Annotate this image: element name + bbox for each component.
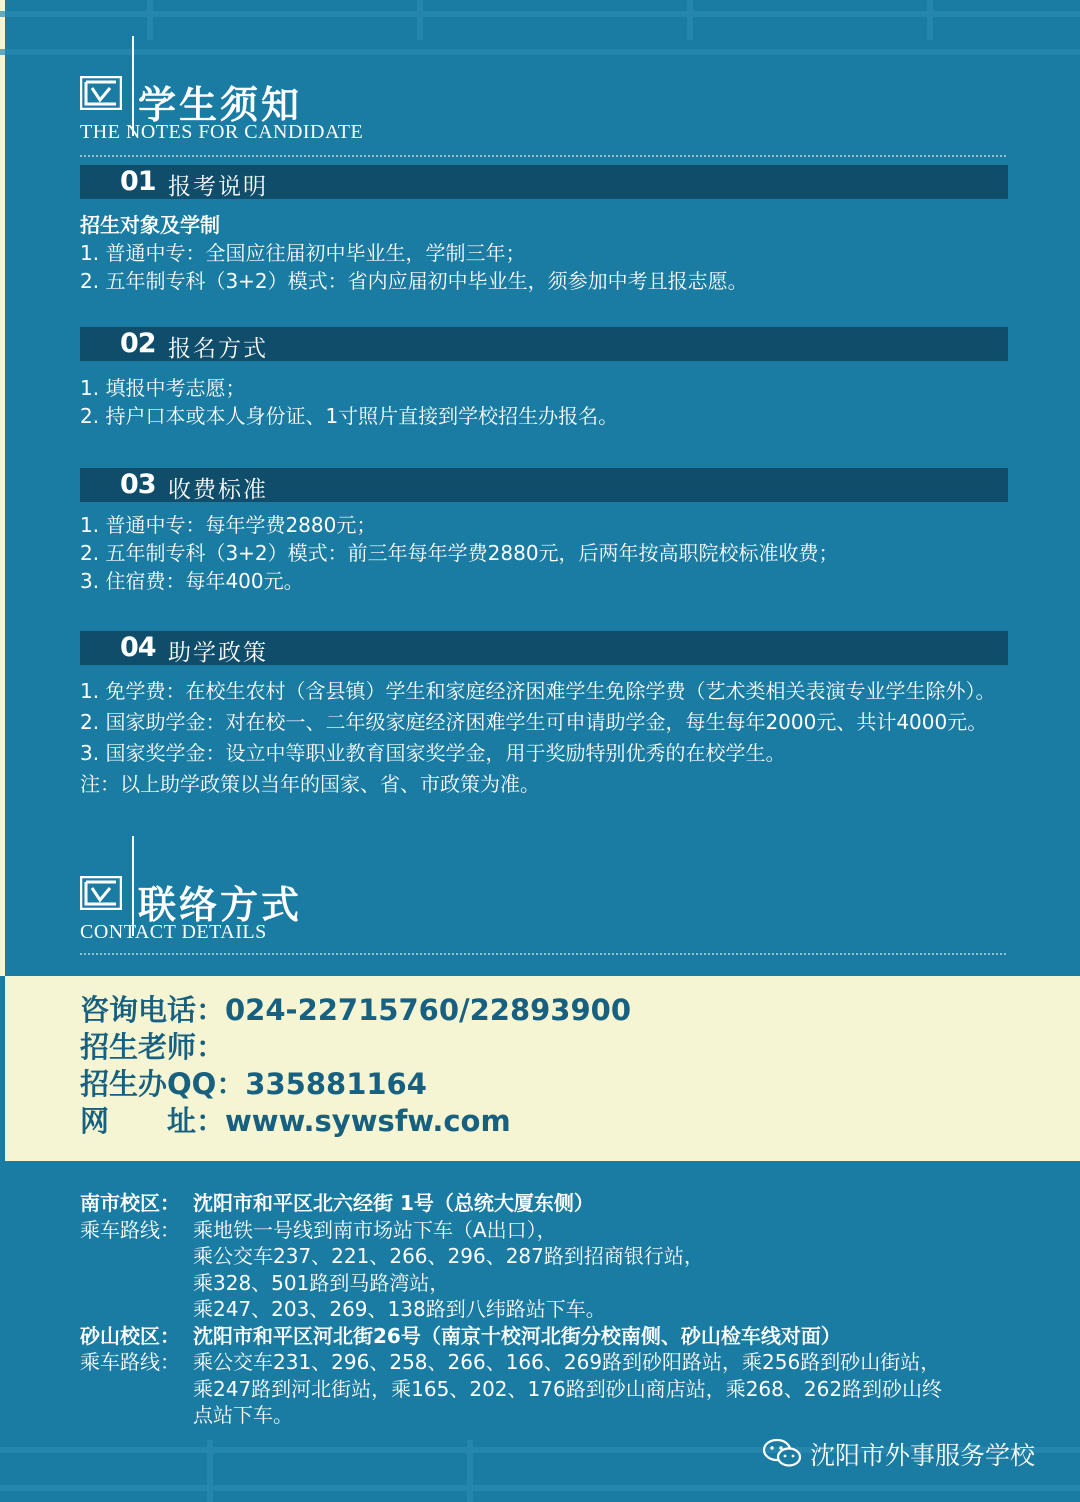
phone-text: 咨询电话：024-22715760/22893900 — [80, 993, 632, 1027]
section-title: 助学政策 — [168, 640, 268, 666]
section-bar-04 — [80, 631, 1008, 665]
campus-label: 砂山校区： — [80, 1323, 180, 1348]
list-item: 2. 五年制专科（3+2）模式：省内应届初中毕业生，须参加中考且报志愿。 — [80, 269, 748, 293]
campus-address: 沈阳市和平区北六经街 1号（总统大厦东侧） — [193, 1191, 594, 1215]
divider-dotted — [80, 953, 1006, 955]
route-line: 点站下车。 — [193, 1403, 293, 1427]
route-line: 乘公交车231、296、258、266、166、269路到砂阳路站，乘256路到砂山街站， — [193, 1350, 941, 1374]
route-line: 乘247路到河北街站，乘165、202、176路到砂山商店站，乘268、262路到砂山终 — [193, 1376, 943, 1401]
list-item: 1. 免学费：在校生农村（含县镇）学生和家庭经济困难学生免除学费（艺术类相关表演专业学生除外）。 — [80, 679, 996, 703]
school-logo-icon — [80, 876, 122, 910]
contact-title: 联络方式 — [138, 883, 303, 927]
teacher-text: 招生老师： — [80, 1030, 226, 1064]
section-number: 01 — [120, 166, 156, 197]
list-item: 2. 国家助学金：对在校一、二年级家庭经济困难学生可申请助学金，每生每年2000元、共计4000元。 — [80, 710, 988, 734]
section-content-02 — [80, 374, 618, 430]
website-row — [80, 1103, 631, 1140]
section-number: 04 — [120, 632, 156, 663]
website-label: 网 址： — [80, 1104, 226, 1138]
section-title: 收费标准 — [168, 477, 268, 503]
website-link[interactable]: www.sywsfw.com — [225, 1104, 511, 1138]
route-label: 乘车路线： — [80, 1350, 180, 1374]
list-item: 1. 普通中专：全国应往届初中毕业生，学制三年； — [80, 241, 526, 265]
route-label: 乘车路线： — [80, 1217, 180, 1242]
notes-subtitle: THE NOTES FOR CANDIDATE — [80, 121, 364, 143]
section-content-01 — [80, 211, 748, 295]
campus-address: 沈阳市和平区河北街26号（南京十校河北街分校南侧、砂山检车线对面） — [193, 1323, 841, 1348]
qq-text: 招生办QQ：335881164 — [80, 1067, 427, 1101]
list-item: 1. 普通中专：每年学费2880元； — [80, 513, 377, 537]
route-line: 乘247、203、269、138路到八纬路站下车。 — [193, 1297, 606, 1321]
section-content-03 — [80, 511, 839, 595]
contact-header — [80, 836, 500, 946]
contact-subtitle: CONTACT DETAILS — [80, 921, 267, 943]
contact-panel — [5, 976, 1080, 1161]
wechat-account-name: 沈阳市外事服务学校 — [810, 1441, 1036, 1470]
route-line: 乘地铁一号线到南市场站下车（A出口）， — [193, 1217, 557, 1242]
route-line: 乘公交车237、221、266、296、287路到招商银行站， — [193, 1244, 704, 1268]
notes-title: 学生须知 — [138, 83, 303, 127]
school-logo-icon — [80, 76, 122, 110]
route-line: 乘328、501路到马路湾站， — [193, 1270, 450, 1295]
wechat-watermark — [762, 1434, 1062, 1474]
list-item: 2. 持户口本或本人身份证、1寸照片直接到学校招生办报名。 — [80, 404, 619, 428]
campus-label: 南市校区： — [80, 1191, 180, 1215]
list-item: 3. 国家奖学金：设立中等职业教育国家奖学金，用于奖励特别优秀的在校学生。 — [80, 741, 786, 765]
section-title: 报考说明 — [168, 174, 268, 200]
section-bar-03 — [80, 468, 1008, 502]
section-content-04 — [80, 676, 995, 800]
list-item: 1. 填报中考志愿； — [80, 376, 246, 400]
divider-dotted — [80, 155, 1006, 157]
section-number: 02 — [120, 328, 156, 359]
list-item: 3. 住宿费：每年400元。 — [80, 569, 304, 593]
list-item: 2. 五年制专科（3+2）模式：前三年每年学费2880元，后两年按高职院校标准收费； — [80, 541, 839, 565]
section-bar-01 — [80, 165, 1008, 199]
section-number: 03 — [120, 469, 156, 500]
notes-header — [80, 36, 500, 146]
section-title: 报名方式 — [168, 336, 268, 362]
section-bar-02 — [80, 327, 1008, 361]
wechat-icon — [762, 1438, 802, 1468]
section-heading: 招生对象及学制 — [80, 213, 220, 237]
note-text: 注：以上助学政策以当年的国家、省、市政策为准。 — [80, 772, 540, 796]
